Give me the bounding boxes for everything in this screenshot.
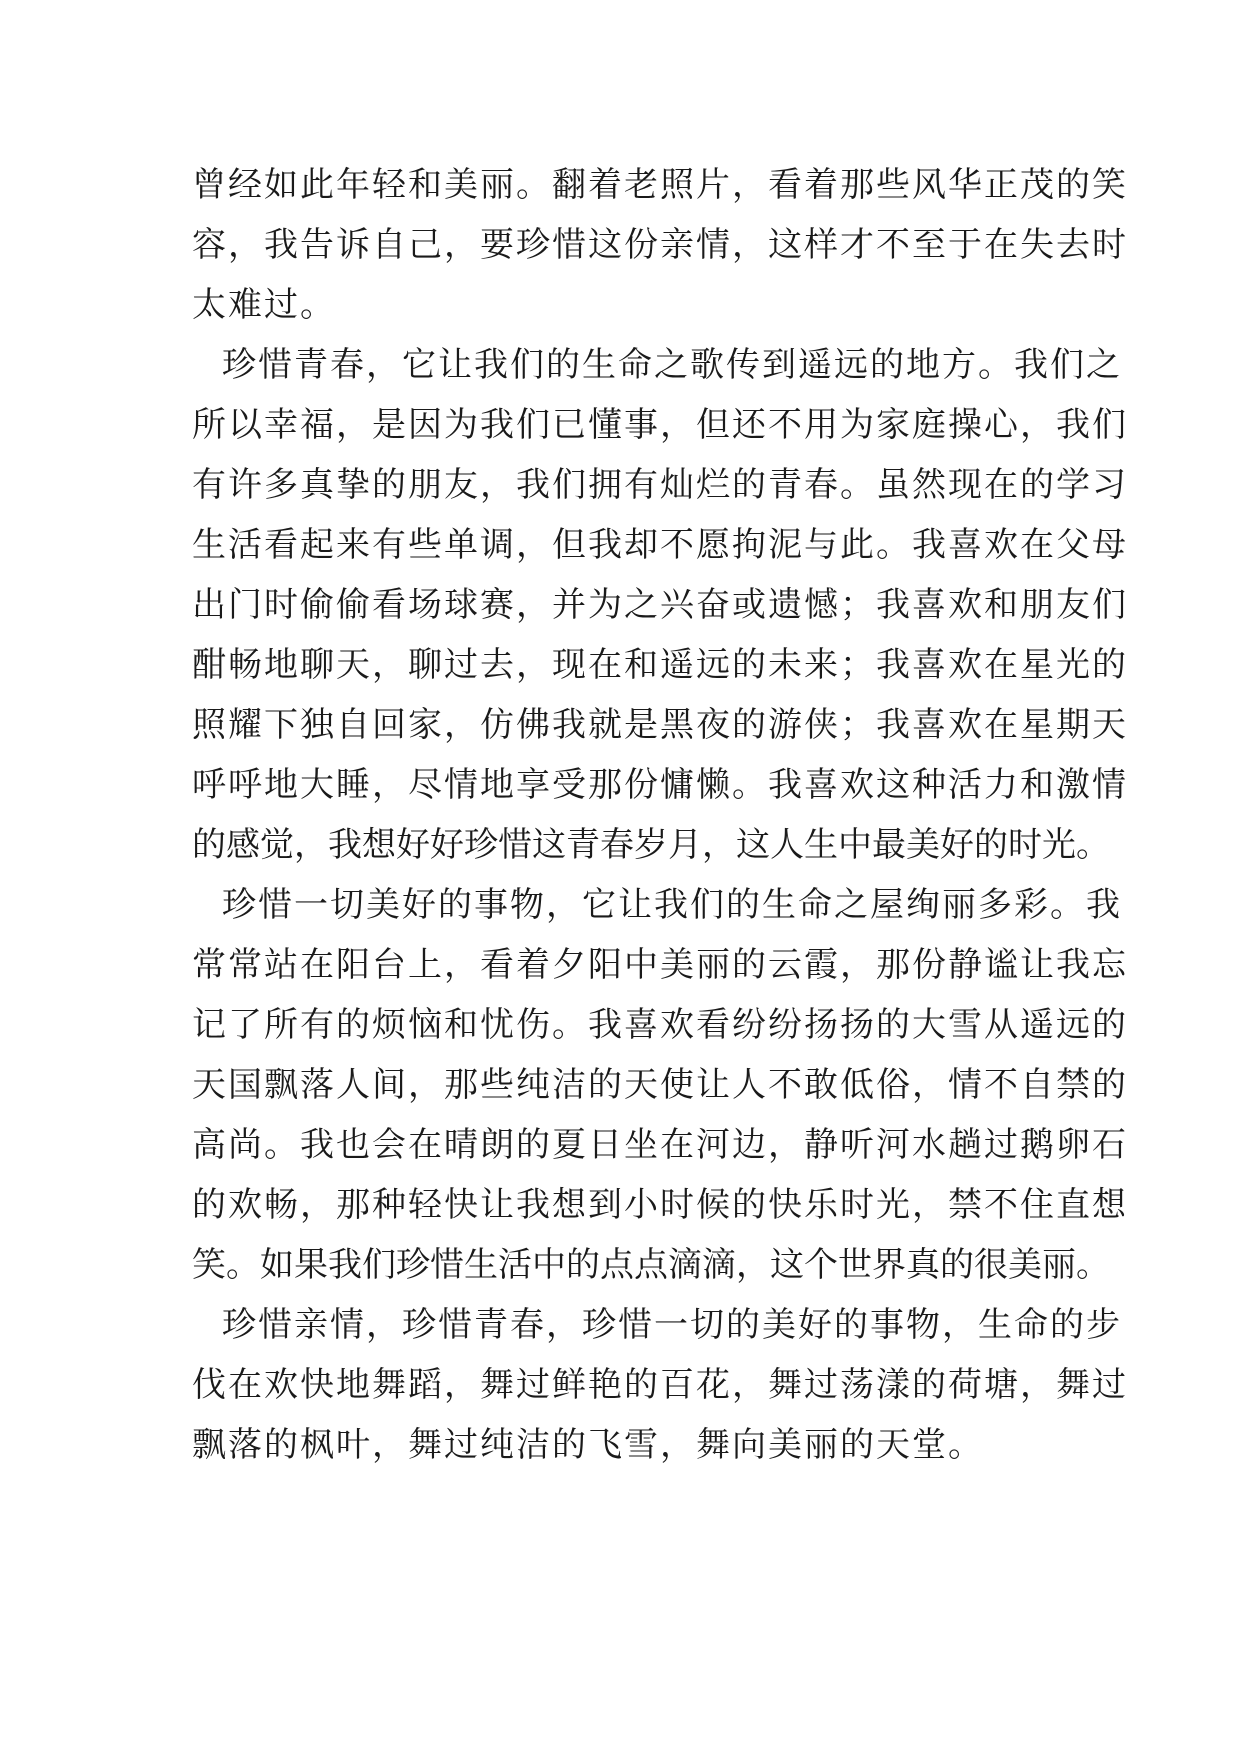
document-body	[192, 155, 1128, 1475]
paragraph-start-line: 珍惜一切美好的事物，它让我们的生命之屋绚丽多彩。我	[222, 885, 1122, 925]
text-line: 的欢畅，那种轻快让我想到小时候的快乐时光，禁不住直想	[192, 1185, 1128, 1225]
text-line: 容，我告诉自己，要珍惜这份亲情，这样才不至于在失去时	[192, 225, 1128, 265]
text-line: 飘落的枫叶，舞过纯洁的飞雪，舞向美丽的天堂。	[192, 1425, 984, 1465]
text-line: 所以幸福，是因为我们已懂事，但还不用为家庭操心，我们	[192, 405, 1128, 445]
paragraph-start-line: 珍惜亲情，珍惜青春，珍惜一切的美好的事物，生命的步	[222, 1305, 1122, 1345]
text-line: 呼呼地大睡，尽情地享受那份慵懒。我喜欢这种活力和激情	[192, 765, 1128, 805]
text-line: 太难过。	[192, 285, 336, 325]
text-line: 伐在欢快地舞蹈，舞过鲜艳的百花，舞过荡漾的荷塘，舞过	[192, 1365, 1128, 1405]
text-line: 高尚。我也会在晴朗的夏日坐在河边，静听河水趟过鹅卵石	[192, 1125, 1128, 1165]
text-line: 生活看起来有些单调，但我却不愿拘泥与此。我喜欢在父母	[192, 525, 1128, 565]
text-line: 记了所有的烦恼和忧伤。我喜欢看纷纷扬扬的大雪从遥远的	[192, 1005, 1128, 1045]
paragraph-start-line: 珍惜青春，它让我们的生命之歌传到遥远的地方。我们之	[222, 345, 1122, 385]
text-line: 有许多真挚的朋友，我们拥有灿烂的青春。虽然现在的学习	[192, 465, 1128, 505]
text-line: 常常站在阳台上，看着夕阳中美丽的云霞，那份静谧让我忘	[192, 945, 1128, 985]
text-line: 笑。如果我们珍惜生活中的点点滴滴，这个世界真的很美丽。	[192, 1245, 1110, 1285]
text-line: 的感觉，我想好好珍惜这青春岁月，这人生中最美好的时光。	[192, 825, 1110, 865]
text-line: 酣畅地聊天，聊过去，现在和遥远的未来；我喜欢在星光的	[192, 645, 1128, 685]
text-line: 天国飘落人间，那些纯洁的天使让人不敢低俗，情不自禁的	[192, 1065, 1128, 1105]
text-line: 曾经如此年轻和美丽。翻着老照片，看着那些风华正茂的笑	[192, 165, 1128, 205]
text-line: 照耀下独自回家，仿佛我就是黑夜的游侠；我喜欢在星期天	[192, 705, 1128, 745]
text-line: 出门时偷偷看场球赛，并为之兴奋或遗憾；我喜欢和朋友们	[192, 585, 1128, 625]
